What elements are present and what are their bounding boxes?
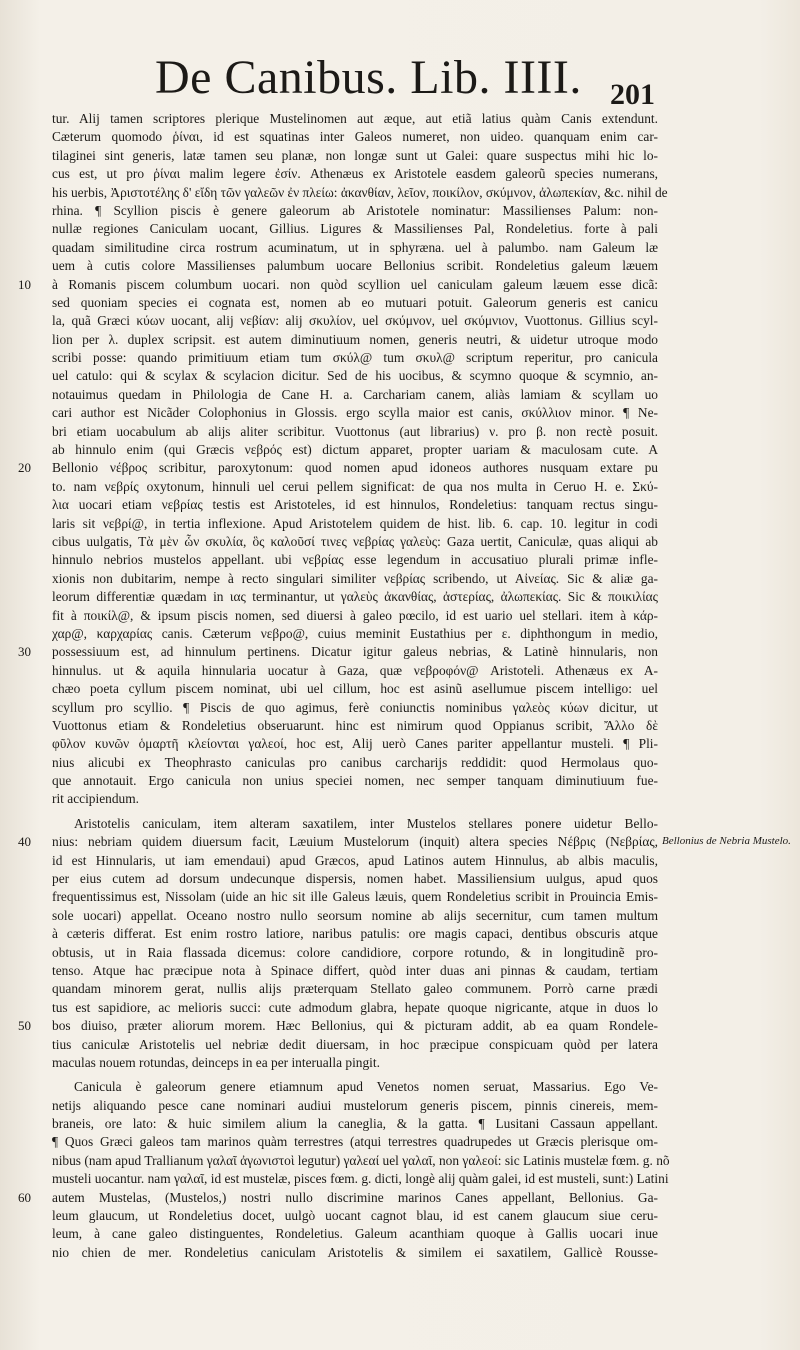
text-line-numbered (18, 276, 658, 294)
text-line: netijs aliquando pesce cane nominari audiui mustelorum generis piscem, pinnis cinereis, mem- (52, 1097, 658, 1113)
text-line: tus est sapidiore, ac melioris succi: cute admodum glabra, hepate quoque nigricante, atque in duos lo (52, 999, 658, 1015)
text-line: cibus uulgatis, Τὰ μὲν ὧν σκυλία, ὃς καλοῦσί τινες νεβρίας γαλεὺς: Gaza uertit, Caniculæ, quas aliqui ab (52, 533, 658, 549)
text-line: rhina. ¶ Scyllion piscis è genere galeorum ab Aristotele nominatur: Massilienses Palum: non- (52, 202, 658, 218)
line-text: bos diuiso, præter aliorum morem. Hæc Bellonius, qui & picturam addit, ab ea quam Rondele- (52, 1018, 658, 1034)
text-line-numbered (18, 459, 658, 477)
text-line: cus est, ut pro ῥίναι malim legere ἐσίν. Athenæus ex Aristotele easdem galeorũ species numerans, (52, 166, 658, 182)
text-body (18, 110, 791, 1262)
text-line: φῦλον κυνῶν ὁμαρτῆ κλείονται γαλεοί, hoc est, Alij uerò Canes pariter appellantur musteli. ¶ Pli- (52, 736, 658, 752)
line-number: 30 (18, 644, 31, 660)
text-line-numbered (18, 1017, 658, 1035)
text-line: hinnulo nebrios mustelos appellant. ubi νεβρίας esse legendum in accusatiuo plurali primæ infle- (52, 552, 658, 568)
line-number: 50 (18, 1018, 31, 1034)
text-line-numbered (18, 643, 658, 661)
text-line: tilaginei sint generis, latæ tamen seu planæ, non longæ sunt ut Galei: quare suspectus mihi hic lo- (52, 147, 658, 163)
text-line: tius caniculæ Aristotelis uel nebriæ dedit diuersam, in hoc præcipue conspicuam quòd per latera (52, 1036, 658, 1052)
line-text: Bellonio νέβρος scribitur, paroxytonum: quod nomen apud idoneos authores nusquam extare pu (52, 460, 658, 476)
text-line: id est Hinnularis, ut iam emendaui) apud Græcos, apud Latinos autem Hinnulus, ab albis maculis, (52, 852, 658, 868)
text-line: que annotauit. Ergo canicula non unius speciei nomen, nec semper tanquam diminutiuum fue- (52, 773, 658, 789)
text-line: quandam minorem gerat, nullis alijs præterquam Stellato galeo communem. Porrò carne prædi (52, 981, 658, 997)
text-line: his uerbis, Ἀριστοτέλης δ' εἴδη τῶν γαλεῶν ἐν πλείω: ἀκανθίαν, λεῖον, ποικίλον, σκύμνον, ἀλωπεκίαν, &c. nihil de (52, 184, 668, 200)
line-number: 60 (18, 1189, 31, 1205)
text-line: quadam similitudine circa rostrum acuminatum, ut in sphyræna. uel à palumbo. nam Galeum læ (52, 239, 658, 255)
text-line: braneis, ore lato: & huic similem alium la caneglia, & la gatta. ¶ Lusitani Cassaun appellant. (52, 1116, 658, 1132)
text-line: sole uocari) appellat. Oceano nostro nullo seorsum nomine ab alijs secernitur, cum tamen multum (52, 907, 658, 923)
running-title: De Canibus. Lib. IIII. (155, 51, 582, 104)
page-number: 201 (610, 78, 655, 111)
text-line: χαρ@, καρχαρίας canis. Cæterum νεβρο@, cuius meminit Eustathius per ε. diphthongum in medio, (52, 625, 658, 641)
text-line: scribi posse: quando primitiuum etiam tum σκύλ@ tum σκυλ@ scriptum reperitur, pro canicula (52, 350, 658, 366)
text-line: tur. Alij tamen scriptores plerique Mustelinomen aut æque, aut etiã latius quàm Canis extendunt. (52, 111, 658, 126)
text-line: chæo poeta cyllum piscem nominat, ubi uel cillum, hoc est asinũ asellumue piscem intelligo: uel (52, 681, 658, 697)
text-line: Canicula è galeorum genere etiamnum apud Venetos nomen seruat, Massarius. Ego Ve- (74, 1079, 658, 1095)
text-line: λια uocari etiam νεβρίας testis est Aristoteles, id est hinnulos, Rondeletius: tanquam rectus singu- (52, 497, 658, 513)
text-line-numbered (18, 833, 791, 851)
line-number: 40 (18, 834, 31, 850)
text-line: nius alicubi ex Theophrasto caniculas pro canibus carcharijs reddidit: quod Hermolaus quo- (52, 754, 658, 770)
text-line: musteli uocantur. nam γαλαῖ, id est mustelæ, pisces fœm. g. dicti, longè alij quàm galei, id est musteli, sunt:) Latini (52, 1171, 669, 1187)
text-line: scyllum pro scyllio. ¶ Piscis de quo agimus, ferè coniunctis nominibus γαλεὸς κύων dicitur, ut (52, 699, 658, 715)
text-line: maculas nouem rotundas, deinceps in ea per interualla pingit. (52, 1054, 380, 1070)
text-line-numbered (18, 1189, 658, 1207)
text-line: lion per λ. duplex scripsit. est autem diminutiuum nomen, generis neutri, & uidetur utroque modo (52, 331, 658, 347)
text-line: uem à cutis colore Massilienses palumbum uocare Bellonius scribit. Rondeletius galeum læuem (52, 258, 658, 274)
text-line: notauimus quedam in Philologia de Cane H. a. Carchariam canem, aliàs lamiam & scyllam uo (52, 386, 658, 402)
margin-note: Bellonius de Nebria Mustelo. (662, 835, 791, 848)
text-line: cari author est Nicãder Colophonius in Glossis. ergo scylla maior est canis, σκύλλιον minor. ¶ Ne- (52, 405, 658, 421)
text-line: to. nam νεβρίς oxytonum, hinnuli uel cerui pellem significat: de qua nos multa in Ceruo H. e. Σκύ- (52, 478, 658, 494)
text-line: à cæteris differat. Est enim rostro latiore, naribus patulis: ore magis capaci, dentibus obscuris atque (52, 926, 658, 942)
line-text: à Romanis piscem columbum uocari. non quòd scyllion uel caniculam galeum læuem esse dicã: (52, 276, 658, 292)
text-line: per eius cutem ad dorsum undecunque dispersis, nomen habet. Massiliensium uulgus, apud quos (52, 871, 658, 887)
text-line: tenso. Atque hac præcipue nota à Spinace differt, quòd inter duas ani pinnas & caudam, tertiam (52, 962, 658, 978)
text-line: hinnulus. ut & aquila hinnularia uocatur à Gaza, quæ νεβροφόν@ Aristoteli. Athenæus ex A- (52, 662, 658, 678)
line-text: autem Mustelas, (Mustelos,) nostri nullo discrimine marinos Canes appellant, Bellonius. Ga- (52, 1189, 658, 1205)
text-line: uel catulo: qui & scylax & scylacion dicitur. Sed de his uocibus, & scymno quoque & scymnio, an- (52, 368, 658, 384)
text-line: Vuottonus etiam & Rondeletius obseruarunt. hinc est nimirum quod Oppianus scribit, Ἄλλο δὲ (52, 717, 658, 733)
line-text: possessiuum est, ad hinnulum pertinens. Dicatur igitur galeus nebrias, & Latinè hinnularis, non (52, 644, 658, 660)
text-line: rit accipiendum. (52, 791, 140, 807)
page-header (155, 50, 655, 110)
text-line: obtusis, ut in Raia flassada dicemus: colore candidiore, corpore rotundo, & in longitudinẽ pro- (52, 944, 658, 960)
line-number: 10 (18, 276, 31, 292)
text-line: xionis non dubitarim, nempe à recto singulari similiter νεβρίας scribendo, ut Αἰνείας. Sic & aliæ ga- (52, 570, 658, 586)
text-line: la, quã Græci κύων uocant, alij νεβίαν: alij σκυλίον, uel σκύμνον, uel σκύμνιον, Vuottonus. Gillius scyl- (52, 313, 658, 329)
text-line: Cæterum quomodo ῥίναι, id est squatinas inter Galeos numeret, non uideo. quanquam enim car- (52, 129, 658, 145)
text-line: sed quoniam species ei cognata est, nomen ab eo mutuari potuit. Galeorum generis est canicu (52, 294, 658, 310)
text-line: ¶ Quos Græci galeos tam marinos quàm terrestres (atqui terrestres quadrupedes ut Græcis plerisque om- (52, 1134, 658, 1150)
text-line: ab hinnulo enim (qui Græcis νεβρός est) dictum apparet, propter uariam & maculosam cute. A (52, 442, 658, 458)
line-number: 20 (18, 460, 31, 476)
text-line: leum glaucum, ut Rondeletius docet, uulgò uocant cagnot blau, id est canem glaucum siue ceru- (52, 1208, 658, 1224)
text-line: laris sit νεβρί@, in tertia inflexione. Apud Aristotelem quidem de hist. lib. 6. cap. 10. legitur in codi (52, 515, 658, 531)
text-line: bri etiam uocabulum ab alijs aliter scribitur. Vuottonus (aut librarius) ν. pro β. non rectè posuit. (52, 423, 658, 439)
line-text: nius: nebriam quidem diuersum facit, Læuium Mustelorum (inquit) altera species Νέβρις (Νεβρίας, (52, 834, 658, 850)
text-line: Aristotelis caniculam, item alteram saxatilem, inter Mustelos stellares ponere uidetur Bello- (74, 815, 658, 831)
text-line: nullæ regiones Caniculam uocant, Gillius. Ligures & Massilienses Pal, Rondeletius. forte à pali (52, 221, 658, 237)
text-line: leorum differentiæ quædam in ιας terminantur, ut γαλεὺς ἀκανθίας, ἀστερίας, ἀλωπεκίας. Sic & ποικιλίας (52, 589, 658, 605)
text-line: leum, à cane galeo distinguentes, Rondeletius. Galeum acanthiam quoque à Gallis uocari inue (52, 1226, 658, 1242)
text-line: nibus (nam apud Trallianum γαλαῖ ἀγωνιστοὶ legutur) γαλεαί uel γαλαῖ, non γαλεοί: sic Latinis mustelæ fœm. g. nõ (52, 1152, 670, 1168)
text-line: frequentissimus est, Nissolam (uide an hic sit ille Galeus læuis, quem Rondeletius scribit in Prouincia Emis- (52, 889, 658, 905)
text-line: fit à ποικίλ@, & ipsum piscis nomen, sed diuersi à galeo pœcilo, id est uario uel stellari. item à κάρ- (52, 607, 658, 623)
text-line: nio chien de mer. Rondeletius caniculam Aristotelis & similem ei saxatilem, Gallicè Rousse- (52, 1244, 658, 1260)
